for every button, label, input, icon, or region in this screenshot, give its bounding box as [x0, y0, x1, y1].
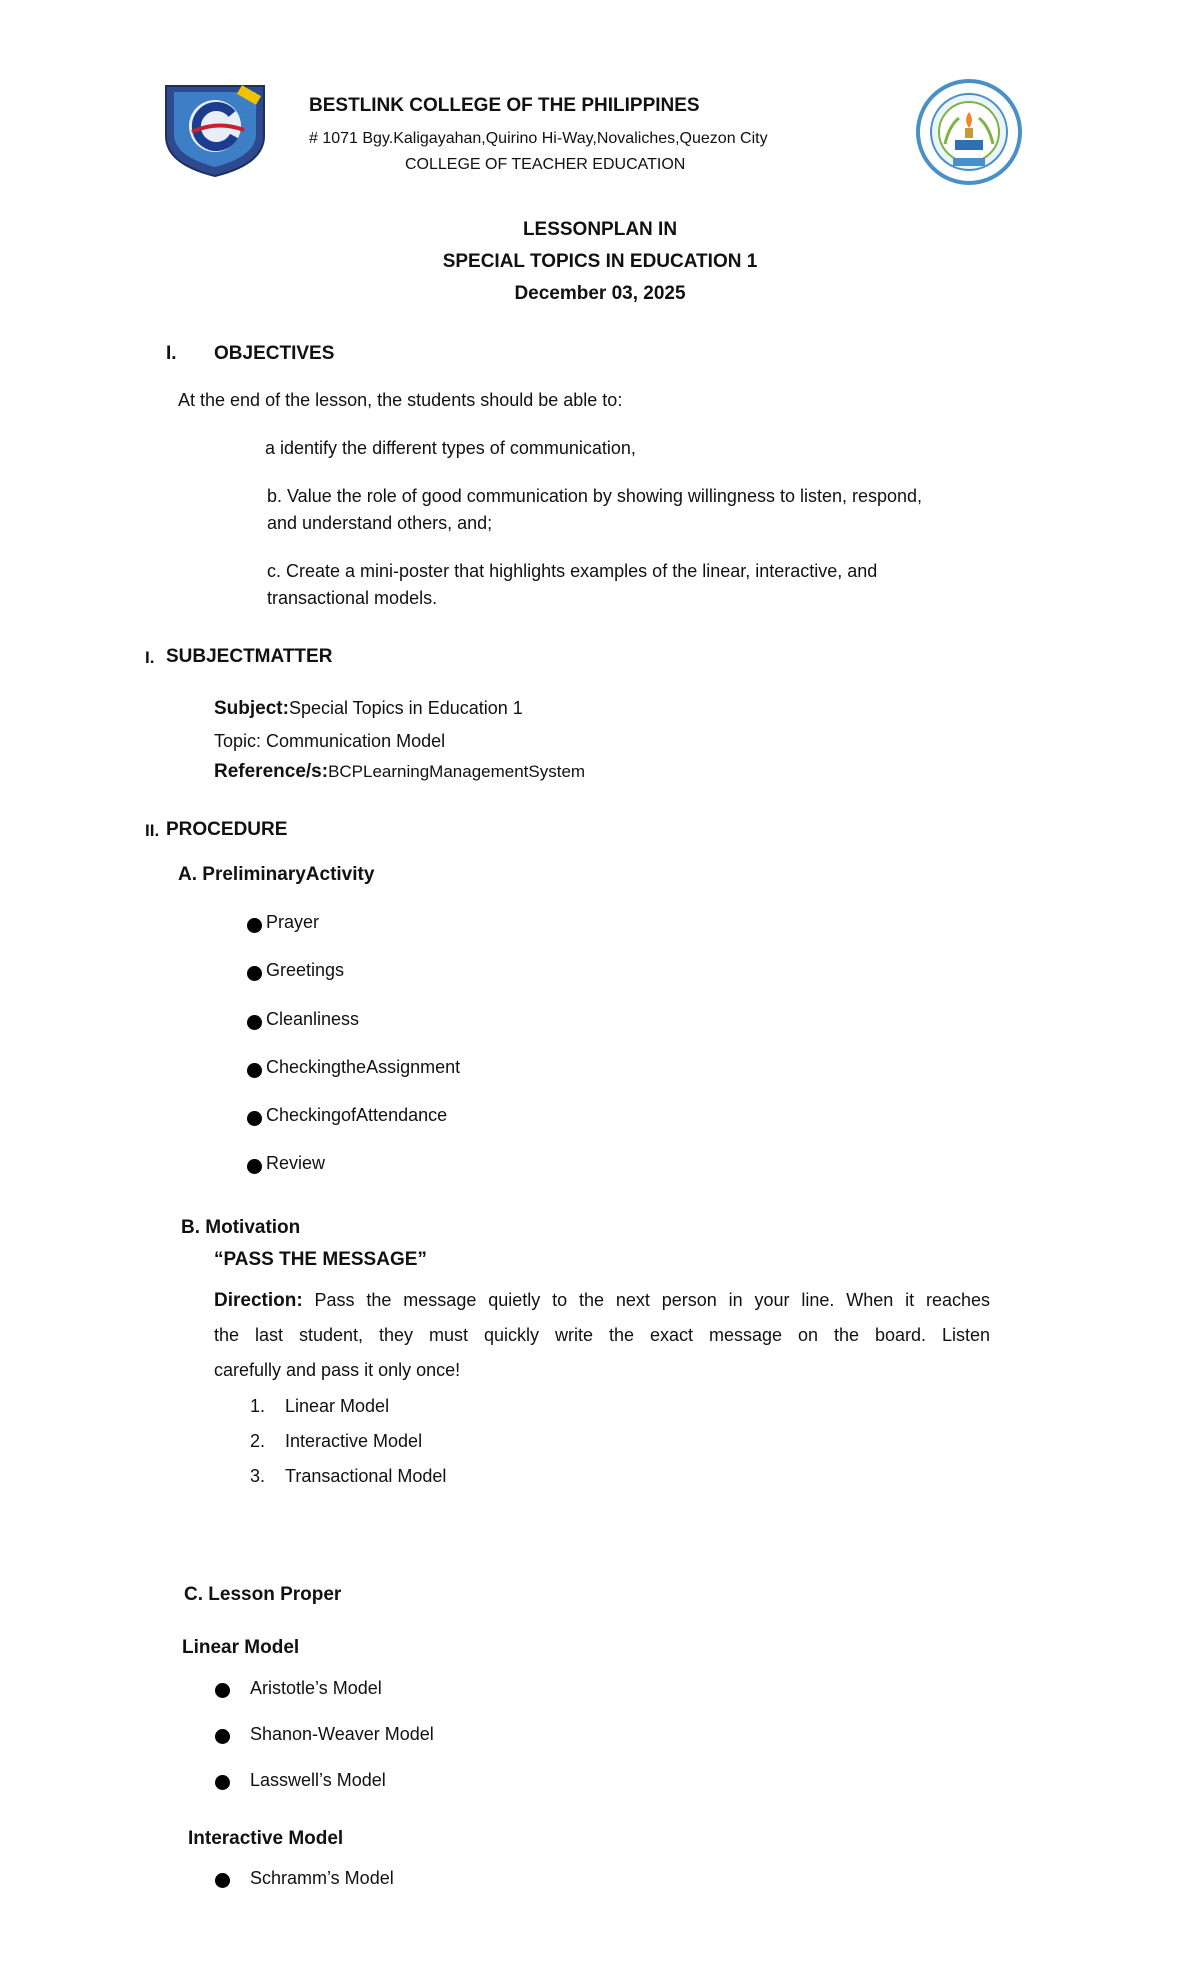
direction-label: Direction:: [214, 1290, 303, 1311]
subject-line: [214, 698, 523, 720]
objective-b-line2: and understand others, and;: [267, 513, 493, 533]
bullet-icon: [247, 1111, 262, 1126]
model-list-item: [250, 1396, 389, 1417]
direction-text-line2: the last student, they must quickly write the exact message on the board. Listen: [214, 1325, 990, 1345]
model-name: Transactional Model: [285, 1466, 447, 1486]
direction-text-line1: Pass the message quietly to the next person in your line. When it reaches: [302, 1290, 990, 1310]
reference-value: BCPLearningManagementSystem: [328, 762, 586, 781]
preliminary-item: CheckingtheAssignment: [266, 1057, 461, 1077]
model-name: Linear Model: [285, 1396, 390, 1416]
bullet-icon: [215, 1683, 230, 1698]
objectives-intro: At the end of the lesson, the students should be able to:: [178, 390, 623, 410]
preliminary-item: Cleanliness: [266, 1009, 360, 1029]
preliminary-activity-heading: A. PreliminaryActivity: [178, 864, 375, 885]
linear-model-item: Lasswell’s Model: [250, 1770, 386, 1790]
right-logo: [915, 78, 1023, 186]
subject-value: Special Topics in Education 1: [288, 698, 523, 718]
subject-label: Subject:: [214, 698, 289, 719]
model-name: Interactive Model: [285, 1431, 423, 1451]
bullet-icon: [247, 966, 262, 981]
preliminary-item: Prayer: [266, 912, 320, 932]
model-list-item: [250, 1466, 446, 1487]
model-list-item: [250, 1431, 422, 1452]
bullet-icon: [247, 1063, 262, 1078]
bullet-icon: [247, 1159, 262, 1174]
topic-line: Topic: Communication Model: [214, 731, 446, 751]
subject-matter-heading: SUBJECTMATTER: [166, 646, 333, 667]
motivation-activity-title: “PASS THE MESSAGE”: [214, 1249, 427, 1270]
lesson-proper-heading: C. Lesson Proper: [184, 1584, 342, 1605]
list-number: 1.: [250, 1396, 266, 1416]
objective-c-line2: transactional models.: [267, 588, 438, 608]
college-address: # 1071 Bgy.Kaligayahan,Quirino Hi-Way,Novaliches,Quezon City: [309, 130, 768, 147]
objective-b-line1: b. Value the role of good communication by showing willingness to listen, respond,: [267, 486, 923, 506]
bullet-icon: [215, 1729, 230, 1744]
interactive-model-heading: Interactive Model: [188, 1828, 344, 1849]
interactive-model-item: Schramm’s Model: [250, 1868, 394, 1888]
bullet-icon: [247, 1015, 262, 1030]
linear-model-item: Aristotle’s Model: [250, 1678, 382, 1698]
course-title: SPECIAL TOPICS IN EDUCATION 1: [442, 251, 758, 272]
college-name: BESTLINK COLLEGE OF THE PHILIPPINES: [309, 95, 700, 116]
objectives-heading: OBJECTIVES: [214, 343, 335, 364]
procedure-numeral: II.: [145, 821, 160, 840]
subject-matter-numeral: I.: [145, 648, 155, 667]
motivation-heading: B. Motivation: [181, 1217, 301, 1238]
list-number: 2.: [250, 1431, 266, 1451]
reference-line: [214, 761, 585, 783]
college-department: COLLEGE OF TEACHER EDUCATION: [405, 156, 686, 173]
objective-c-line1: c. Create a mini-poster that highlights examples of the linear, interactive, and: [267, 561, 878, 581]
preliminary-item: CheckingofAttendance: [266, 1105, 448, 1125]
reference-label: Reference/s:: [214, 761, 329, 782]
lesson-plan-title: LESSONPLAN IN: [522, 219, 678, 240]
bullet-icon: [215, 1873, 230, 1888]
procedure-heading: PROCEDURE: [166, 819, 288, 840]
list-number: 3.: [250, 1466, 266, 1486]
lesson-date: December 03, 2025: [514, 283, 686, 304]
objectives-numeral: I.: [166, 343, 177, 364]
bullet-icon: [215, 1775, 230, 1790]
motivation-direction: [214, 1283, 990, 1388]
linear-model-heading: Linear Model: [182, 1637, 300, 1658]
preliminary-item: Greetings: [266, 960, 345, 980]
left-logo: [162, 84, 268, 178]
preliminary-item: Review: [266, 1153, 326, 1173]
bullet-icon: [247, 918, 262, 933]
direction-text-line3: carefully and pass it only once!: [214, 1360, 461, 1380]
linear-model-item: Shanon-Weaver Model: [250, 1724, 434, 1744]
objective-a: a identify the different types of communication,: [265, 438, 636, 458]
